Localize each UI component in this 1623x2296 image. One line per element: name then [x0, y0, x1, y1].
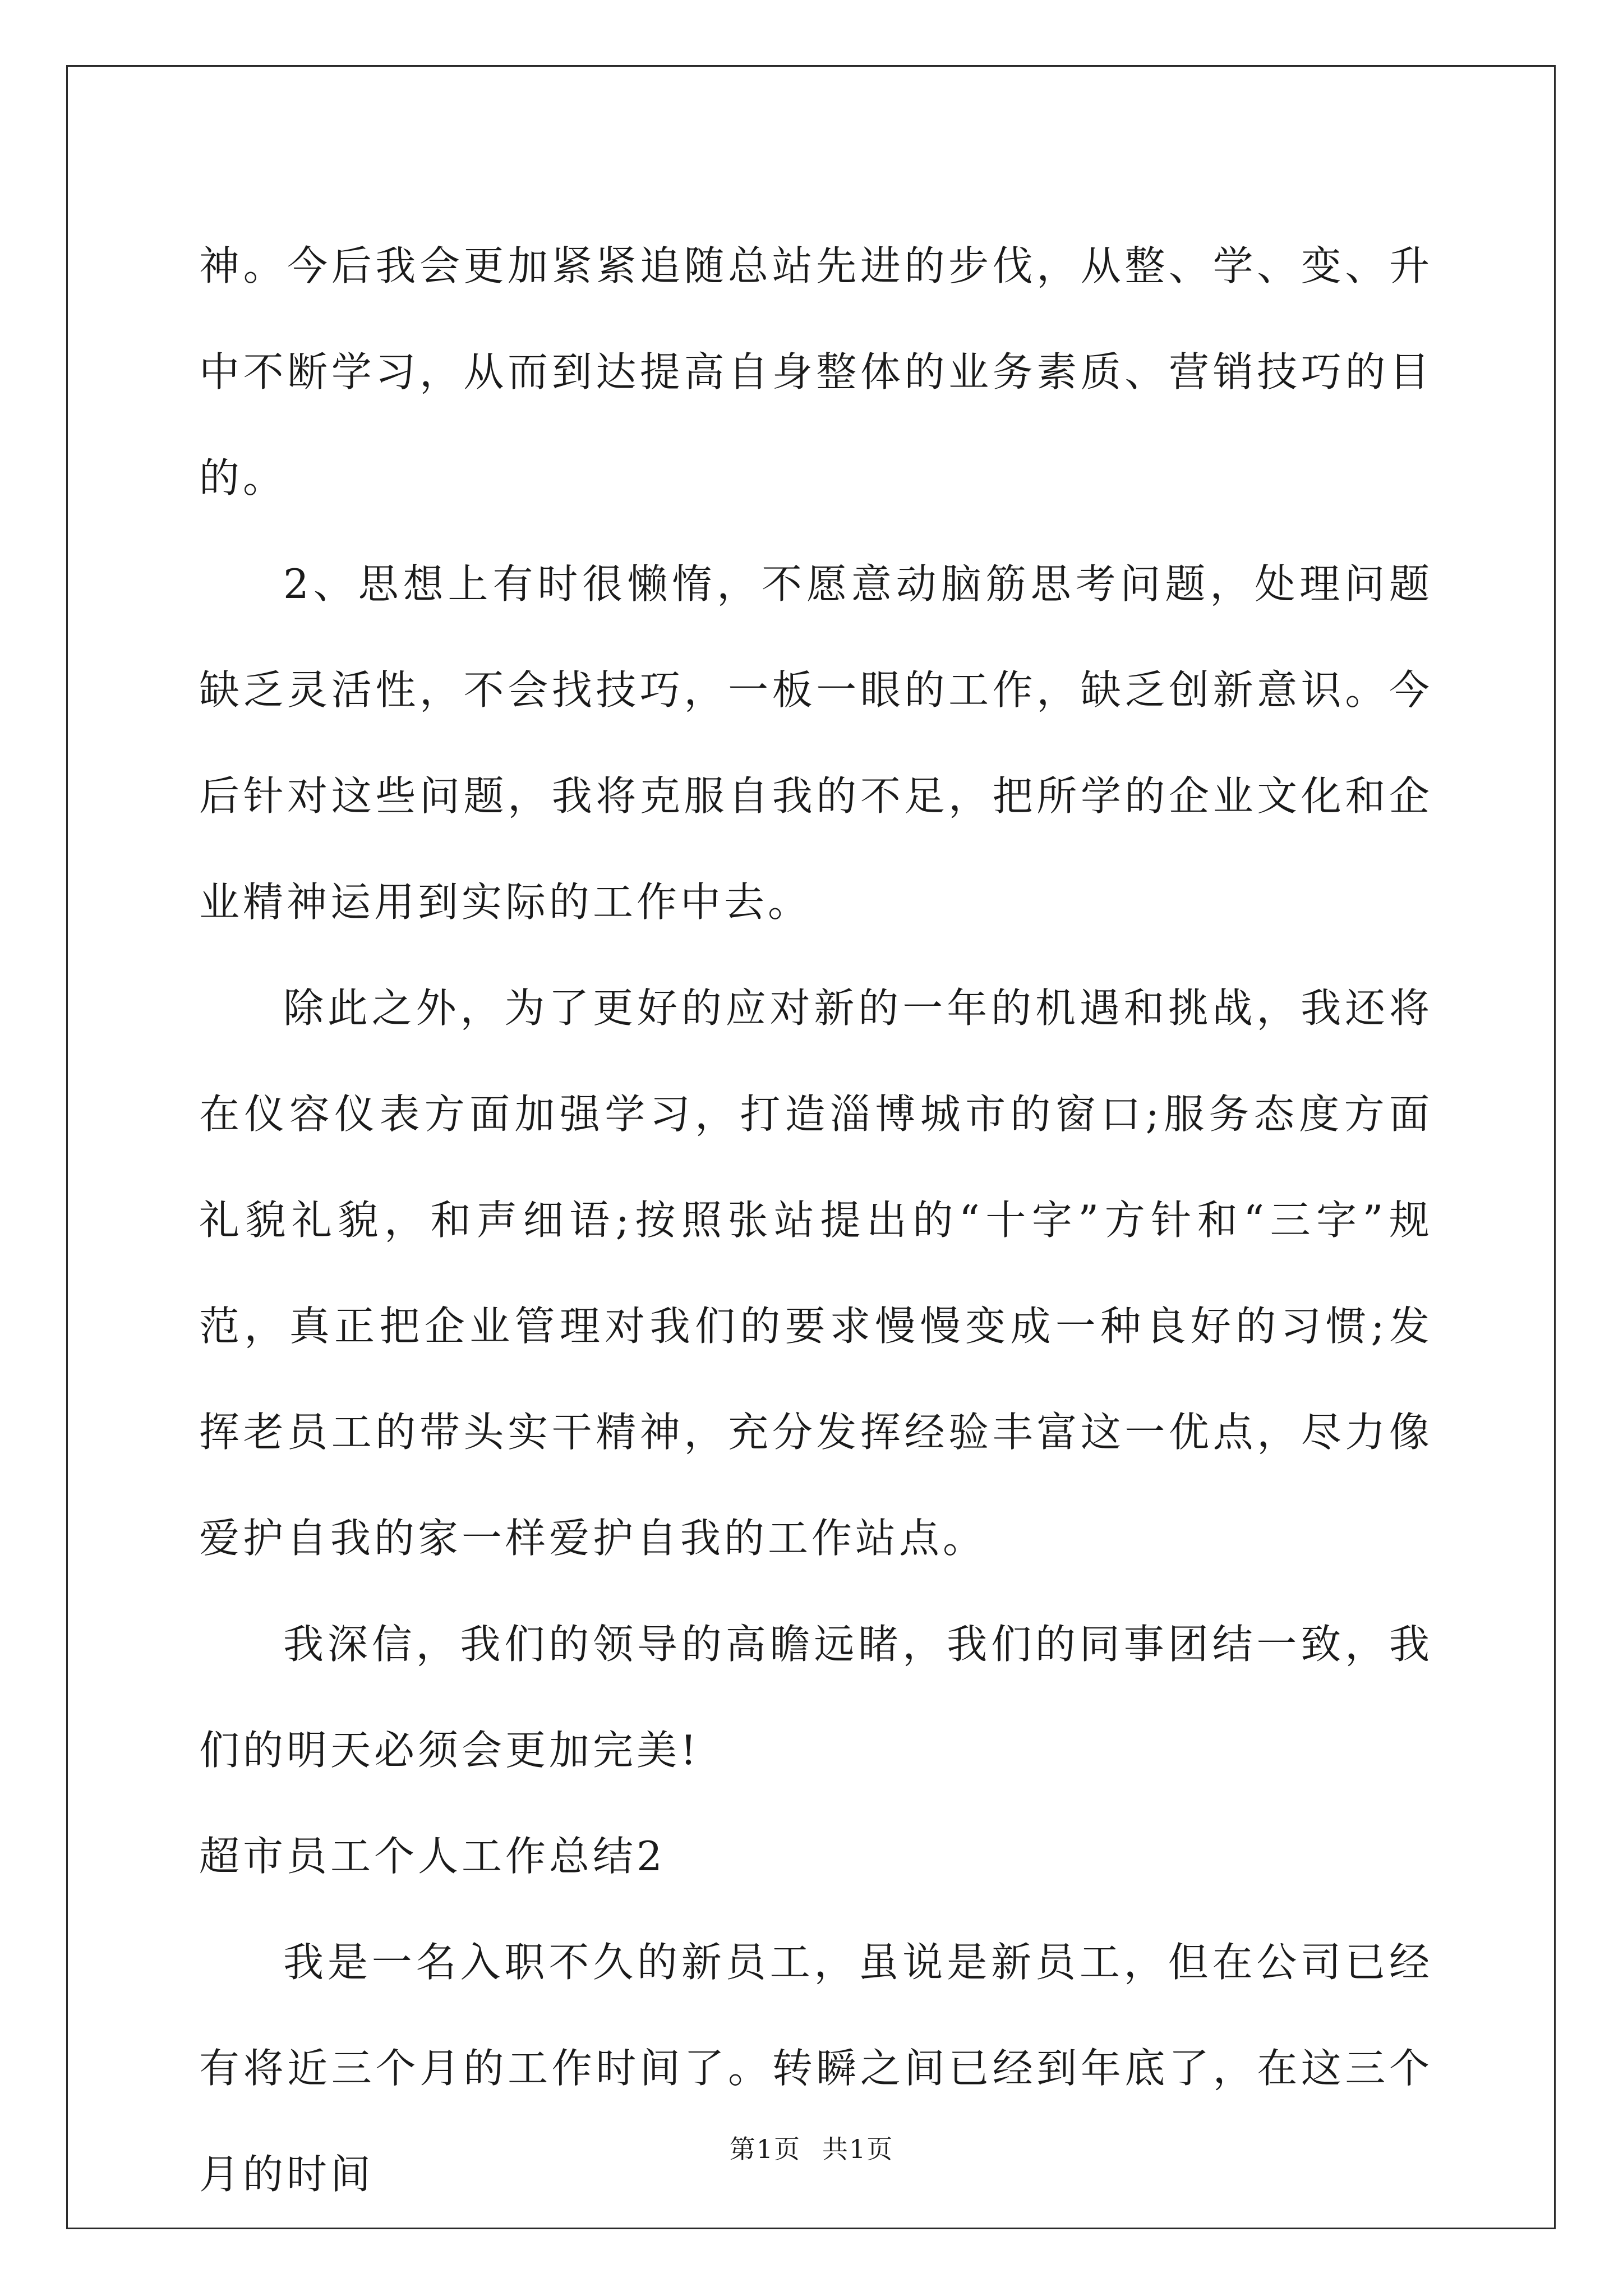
- paragraph-4: 我深信，我们的领导的高瞻远睹，我们的同事团结一致，我们的明天必须会更加完美!: [199, 1621, 1433, 1774]
- paragraph-3: 除此之外，为了更好的应对新的一年的机遇和挑战，我还将在仪容仪表方面加强学习，打造淄博城市的窗口;服务态度方面礼貌礼貌，和声细语;按照张站提出的“十字”方针和“三字”规范，真正把企业管理对我们的要求慢慢变成一种良好的习惯;发挥老员工的带头实干精神，充分发挥经验丰富这一优点，尽力像爱护自我的家一样爱护自我的工作站点。: [199, 984, 1433, 1562]
- paragraph-1: 神。今后我会更加紧紧追随总站先进的步伐，从整、学、变、升中不断学习，从而到达提高自身整体的业务素质、营销技巧的目的。: [199, 242, 1433, 501]
- page-total: 共1页: [822, 2134, 894, 2164]
- paragraph-2: 2、思想上有时很懒惰，不愿意动脑筋思考问题，处理问题缺乏灵活性，不会找技巧，一板一眼的工作，缺乏创新意识。今后针对这些问题，我将克服自我的不足，把所学的企业文化和企业精神运用到实际的工作中去。: [199, 560, 1433, 926]
- document-body: [199, 213, 1433, 2228]
- page-footer: [0, 2129, 1623, 2166]
- page-number: 第1页: [729, 2134, 801, 2164]
- paragraph-5: 我是一名入职不久的新员工，虽说是新员工，但在公司已经有将近三个月的工作时间了。转瞬之间已经到年底了，在这三个月的时间: [199, 1939, 1433, 2198]
- section-heading: 超市员工个人工作总结2: [199, 1833, 666, 1880]
